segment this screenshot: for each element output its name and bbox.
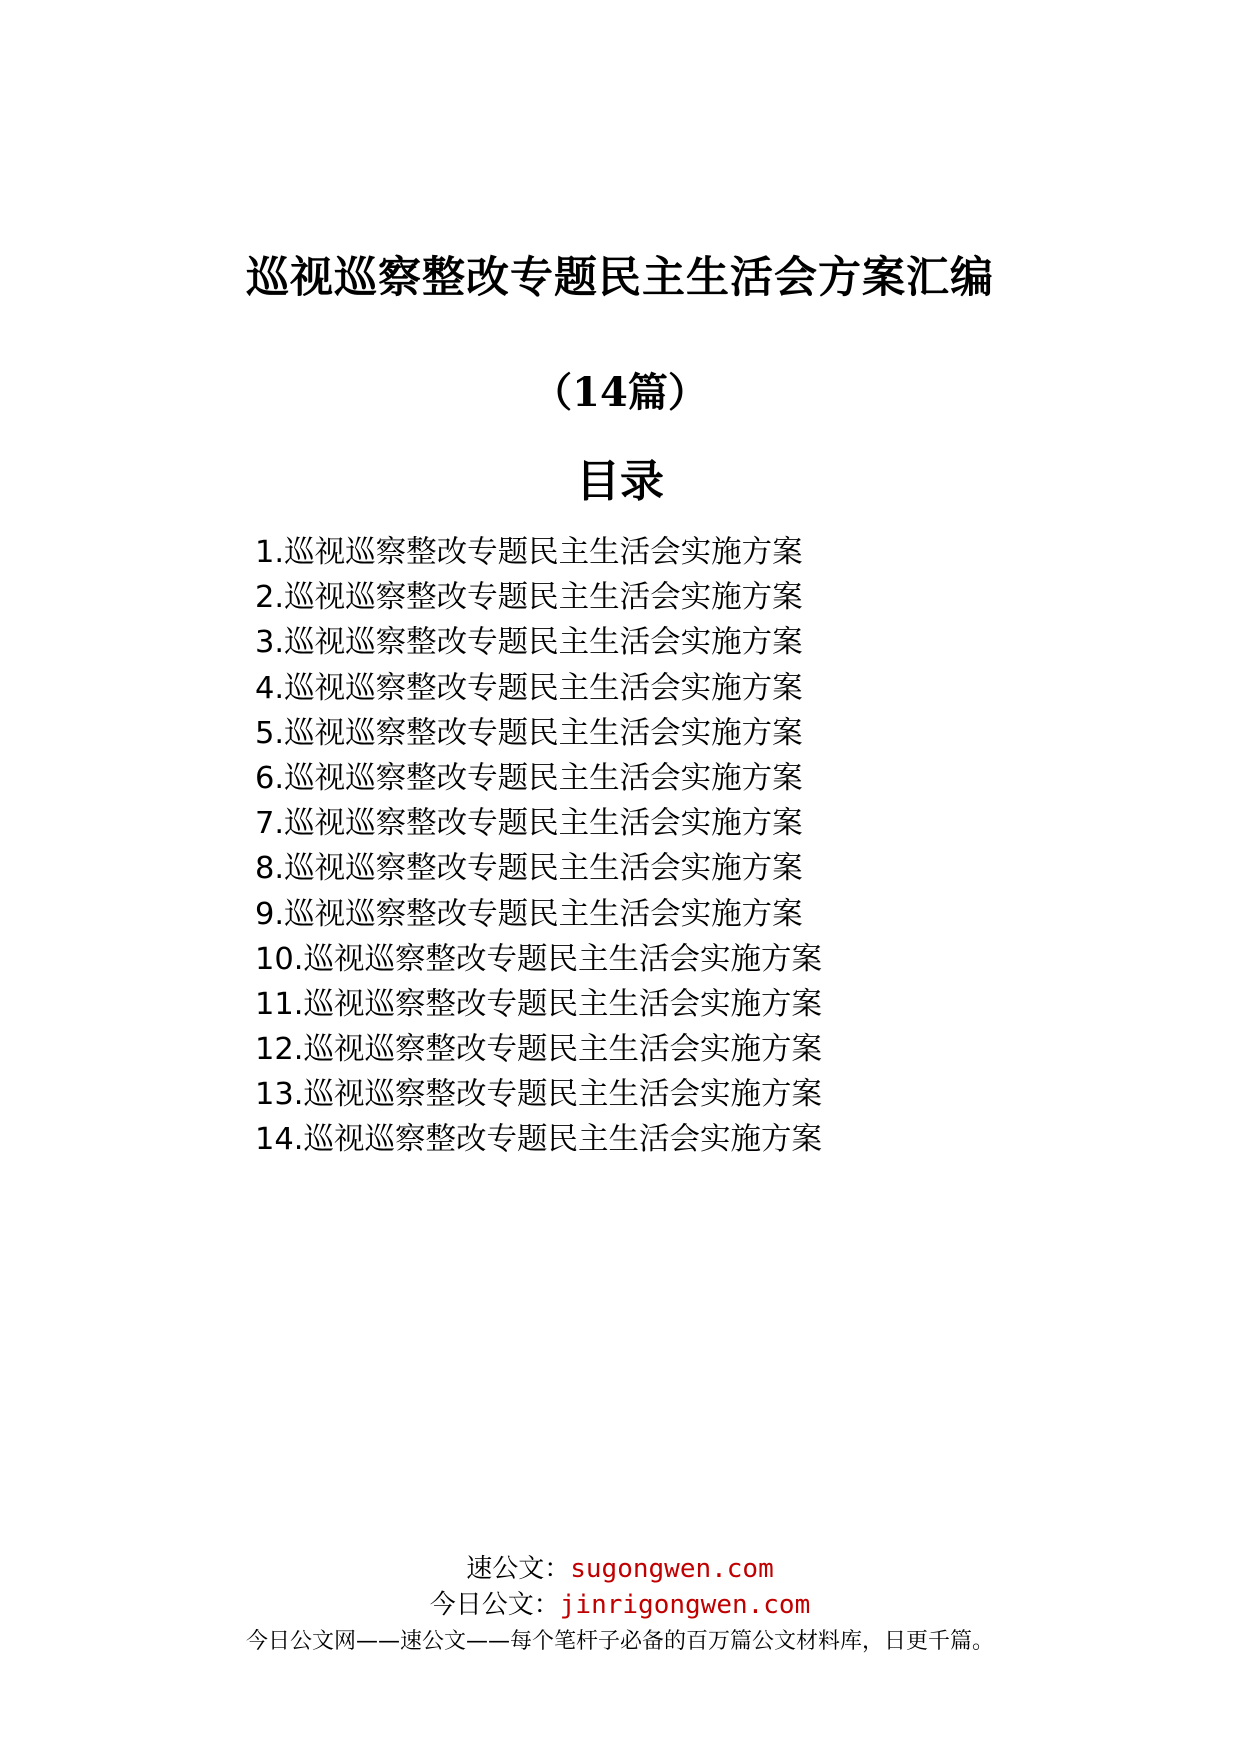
toc-item-13[interactable]: 13.巡视巡察整改专题民主生活会实施方案 xyxy=(255,1077,823,1113)
document-subtitle: （14篇） xyxy=(532,369,708,416)
footer-jinrigongwen-label: 今日公文： xyxy=(429,1590,560,1620)
toc-item-4[interactable]: 4.巡视巡察整改专题民主生活会实施方案 xyxy=(255,670,803,706)
toc-item-14[interactable]: 14.巡视巡察整改专题民主生活会实施方案 xyxy=(255,1122,823,1158)
toc-item-11[interactable]: 11.巡视巡察整改专题民主生活会实施方案 xyxy=(255,986,823,1022)
footer-sugongwen xyxy=(0,1551,1240,1587)
toc-item-8[interactable]: 8.巡视巡察整改专题民主生活会实施方案 xyxy=(255,851,803,887)
footer-sugongwen-label: 速公文： xyxy=(466,1554,571,1584)
toc-item-5[interactable]: 5.巡视巡察整改专题民主生活会实施方案 xyxy=(255,715,803,751)
toc-item-6[interactable]: 6.巡视巡察整改专题民主生活会实施方案 xyxy=(255,760,803,796)
toc-item-3[interactable]: 3.巡视巡察整改专题民主生活会实施方案 xyxy=(255,625,803,661)
toc-item-1[interactable]: 1.巡视巡察整改专题民主生活会实施方案 xyxy=(255,535,803,570)
toc-item-7[interactable]: 7.巡视巡察整改专题民主生活会实施方案 xyxy=(255,806,803,842)
table-of-contents xyxy=(255,530,1015,1163)
toc-item-12[interactable]: 12.巡视巡察整改专题民主生活会实施方案 xyxy=(255,1032,823,1068)
footer-jinrigongwen xyxy=(0,1587,1240,1623)
sugongwen-link[interactable]: sugongwen.com xyxy=(570,1554,774,1584)
document-title: 巡视巡察整改专题民主生活会方案汇编 xyxy=(246,253,994,303)
toc-item-9[interactable]: 9.巡视巡察整改专题民主生活会实施方案 xyxy=(255,896,803,932)
jinrigongwen-link[interactable]: jinrigongwen.com xyxy=(559,1590,811,1620)
toc-heading: 目录 xyxy=(576,456,664,507)
footer-tagline: 今日公文网——速公文——每个笔杆子必备的百万篇公文材料库，日更千篇。 xyxy=(245,1629,994,1654)
toc-item-10[interactable]: 10.巡视巡察整改专题民主生活会实施方案 xyxy=(255,941,823,977)
toc-item-2[interactable]: 2.巡视巡察整改专题民主生活会实施方案 xyxy=(255,580,803,616)
